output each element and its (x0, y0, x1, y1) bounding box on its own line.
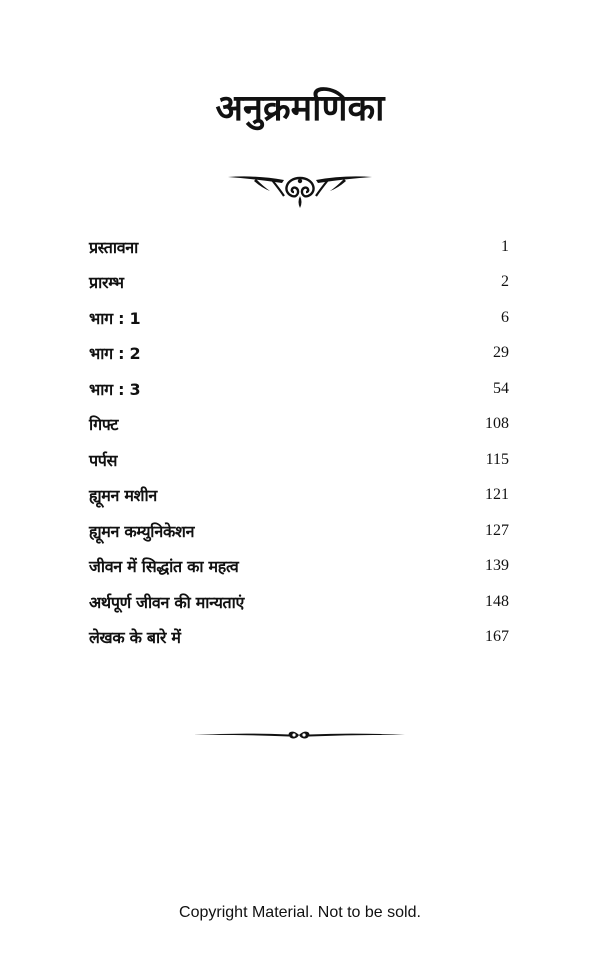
toc-entry-title: प्रारम्भ (89, 273, 124, 293)
toc-entry-title: लेखक के बारे में (89, 628, 181, 648)
toc-entry-title: ह्यूमन मशीन (89, 486, 157, 506)
copyright-footer: Copyright Material. Not to be sold. (179, 904, 421, 921)
toc-entry-page: 167 (485, 628, 509, 646)
toc-entry-title: गिफ्ट (89, 415, 119, 435)
toc-entry-title: ह्यूमन कम्युनिकेशन (89, 521, 195, 541)
toc-entry-title: भाग : 3 (89, 379, 141, 399)
toc-entry-page: 29 (493, 344, 509, 362)
toc-entry[interactable] (89, 584, 511, 620)
toc-entry[interactable] (89, 265, 511, 301)
toc-entry[interactable] (89, 336, 511, 372)
toc-entry-title: पर्पस (89, 450, 118, 470)
toc-entry-title: भाग : 2 (89, 344, 141, 364)
toc-entry[interactable] (89, 442, 511, 478)
toc-entry-page: 148 (485, 592, 509, 610)
flourish-divider-icon (226, 168, 374, 210)
toc-entry[interactable] (89, 407, 511, 443)
toc-entry-page: 1 (501, 237, 509, 255)
toc-entry[interactable] (89, 300, 511, 336)
toc-entry-title: प्रस्तावना (89, 237, 139, 257)
toc-entry-page: 6 (501, 308, 509, 326)
toc-entry[interactable] (89, 549, 511, 585)
line-swirl-divider-icon (193, 726, 405, 746)
toc-entry[interactable] (89, 513, 511, 549)
toc-entry[interactable] (89, 229, 511, 265)
toc-entry-page: 115 (485, 450, 509, 468)
page-title: अनुक्रमणिका (215, 87, 385, 129)
toc-entry-page: 121 (485, 486, 509, 504)
toc-entry-page: 139 (485, 557, 509, 575)
toc-entry-title: भाग : 1 (89, 308, 141, 328)
toc-entry[interactable] (89, 371, 511, 407)
toc-entry-page: 2 (501, 273, 509, 291)
table-of-contents (89, 229, 511, 655)
toc-entry-title: जीवन में सिद्धांत का महत्व (89, 557, 239, 577)
toc-entry-title: अर्थपूर्ण जीवन की मान्यताएं (89, 592, 245, 612)
toc-entry[interactable] (89, 620, 511, 656)
toc-entry[interactable] (89, 478, 511, 514)
toc-entry-page: 54 (493, 379, 509, 397)
toc-entry-page: 127 (485, 521, 509, 539)
toc-entry-page: 108 (485, 415, 509, 433)
